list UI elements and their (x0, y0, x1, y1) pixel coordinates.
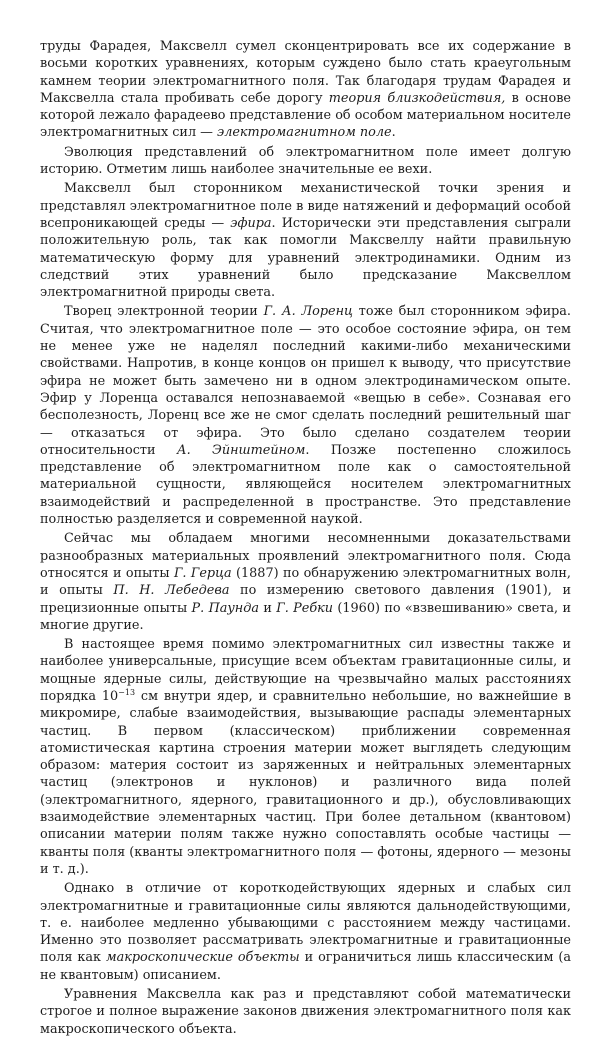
text-run: и ограничиться лишь классическим (а не квантовым) описанием. (40, 950, 571, 983)
italic-term: П. Н. Лебедева (113, 583, 230, 599)
text-run: по измерению светового давления (1901), и прецизионные опыты (40, 583, 571, 616)
paragraph-6 (40, 636, 571, 878)
italic-term: А. Эйнштейном (176, 442, 306, 458)
italic-term: эфира (230, 215, 272, 231)
text-run: труды Фарадея, Максвелл сумел сконцентрировать все их содержание в восьми коротких уравнениях, которым суждено было стать краеугольным камнем теории электромагнитного поля. Так благодаря трудам Фарадея и Максвелла стала пробивать себе дорогу (40, 39, 571, 106)
text-run: . Позже постепенно сложилось представление об электромагнитном поле как о самостоятельной материальной сущности, являющейся носителем электромагнитных взаимодействий и распределенной в пространстве. Это представление полностью разделяется и современной наукой. (40, 442, 572, 528)
text-run: тоже был сторонником эфира. Считая, что электромагнитное поле — это особое состояние эфира, он тем не менее уже не наделял последний какими-либо механическими свойствами. Напротив, в конце концов он пришел к выводу, что присутствие эфира не может быть замечено ни в одном электродинамическом опыте. Эфир у Лоренца оставался непознаваемой «вещью в себе». Сознавая его бесполезность, Лоренц все же не смог сделать последний решительный шаг — отказаться от эфира. Это было сделано создателем теории относительности (40, 304, 571, 458)
text-run: Эволюция представлений об электромагнитном поле имеет долгую историю. Отметим лишь наиболее значительные ее вехи. (40, 144, 571, 178)
text-run: Уравнения Максвелла как раз и представляют собой математически строгое и полное выражение законов движения электромагнитного поля как макроскопического объекта. (40, 987, 571, 1037)
italic-term: теория близкодействия, (328, 90, 506, 106)
paragraph-2 (40, 144, 571, 179)
paragraph-8 (40, 986, 571, 1038)
italic-term: электромагнитном поле (217, 125, 392, 141)
paragraph-5 (40, 530, 571, 634)
text-run: (1887) по обнаружению электромагнитных волн, и опыты (40, 565, 572, 599)
paragraph-3 (40, 180, 571, 301)
italic-term: Г. Герца (173, 565, 232, 581)
text-run: Однако в отличие от короткодействующих ядерных и слабых сил электромагнитные и гравитационные силы являются дальнодействующими, т. е. наиболее медленно убывающими с расстоянием между частицами. Именно это позволяет рассматривать электромагнитные и гравитационные поля как (40, 881, 571, 966)
text-run: Сейчас мы обладаем многими несомненными доказательствами разнообразных материальных проявлений электромагнитного поля. Сюда относятся и опыты (40, 531, 571, 581)
italic-term: Р. Паунда (191, 600, 259, 616)
italic-term: макроскопические объекты (105, 950, 300, 966)
italic-term: Г. Ребки (276, 600, 334, 616)
text-run: В настоящее время помимо электромагнитных сил известны также и наиболее универсальные, присущие всем объектам гравитационные силы, и мощные ядерные силы, действующие на чрезвычайно малых расстояниях порядка 10 (40, 637, 571, 704)
paragraph-4 (40, 303, 571, 528)
text-run: Максвелл был сторонником механистической точки зрения и представлял электромагнитное поле в виде натяжений и деформаций особой всепроникающей среды — (40, 181, 571, 231)
page-body (40, 38, 571, 1038)
superscript-exponent: −13 (118, 687, 136, 697)
paragraph-1 (40, 38, 571, 142)
text-run: см внутри ядер, и сравнительно небольшие, но важнейшие в микромире, слабые взаимодействия, вызывающие распады элементарных частиц. В первом (классическом) приближении современная атомистическая картина строения материи может выглядеть следующим образом: материя состоит из заряженных и нейтральных элементарных частиц (электронов и нуклонов) и различного вида полей (электромагнитного, ядерного, гравитационного и др.), обусловливающих взаимодействие элементарных частиц. При более детальном (квантовом) описании материи полям также нужно сопоставлять особые частицы — кванты поля (кванты электромагнитного поля — фотоны, ядерного — мезоны и т. д.). (40, 688, 571, 877)
text-run: . (391, 125, 396, 141)
text-run: и (258, 600, 277, 616)
text-run: (1960) по «взвешиванию» света, и многие другие. (40, 600, 571, 633)
text-run: Творец электронной теории (64, 304, 264, 320)
italic-term: Г. А. Лоренц (263, 304, 353, 320)
text-run: . Исторически эти представления сыграли положительную роль, так как помогли Максвеллу найти правильную математическую форму для уравнений электродинамики. Одним из следствий этих уравнений было предсказание Максвеллом электромагнитной природы света. (40, 215, 571, 301)
paragraph-7 (40, 880, 571, 984)
text-run: в основе которой лежало фарадеево представление об особом материальном носителе электромагнитных сил — (40, 90, 571, 141)
